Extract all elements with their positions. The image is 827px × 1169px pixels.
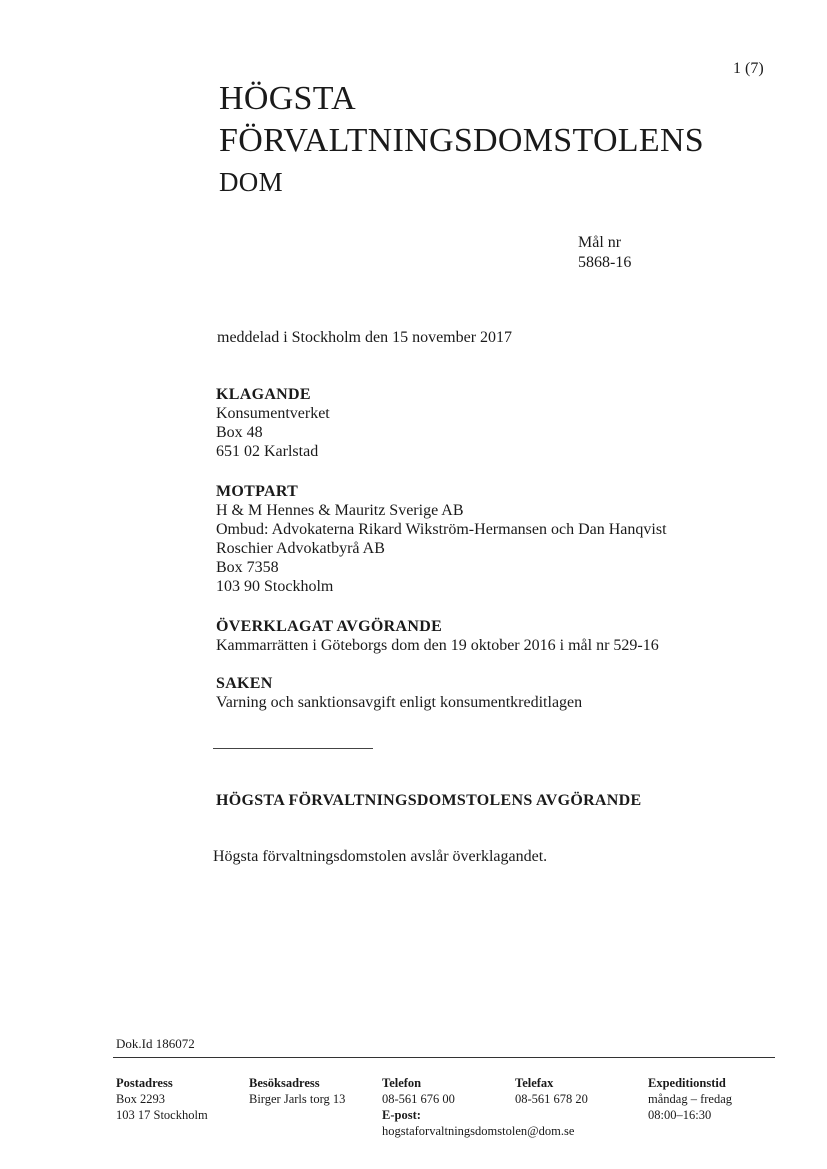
footer-expeditionstid (648, 1075, 732, 1123)
klagande-section (216, 385, 330, 461)
case-number-label: Mål nr (578, 234, 622, 251)
case-number-block (578, 233, 631, 273)
page-number: 1 (7) (733, 60, 764, 77)
klagande-line: Box 48 (216, 424, 263, 441)
footer-besoksadress-heading: Besöksadress (249, 1076, 320, 1090)
footer-postadress-heading: Postadress (116, 1076, 173, 1090)
footer-telefax-heading: Telefax (515, 1076, 554, 1090)
section-divider (213, 748, 373, 749)
footer-postadress (116, 1075, 208, 1123)
overklagat-section (216, 617, 659, 655)
footer-besoksadress-line: Birger Jarls torg 13 (249, 1092, 346, 1106)
saken-heading: SAKEN (216, 675, 273, 692)
decision-text: Högsta förvaltningsdomstolen avslår överklagandet. (213, 848, 548, 865)
title-line-2: FÖRVALTNINGSDOMSTOLENS (219, 122, 705, 159)
title-line-3: DOM (219, 167, 283, 197)
footer-besoksadress (249, 1075, 345, 1107)
saken-section (216, 674, 582, 712)
motpart-line: Roschier Advokatbyrå AB (216, 540, 385, 557)
footer-telefax (515, 1075, 588, 1107)
motpart-section (216, 482, 667, 596)
footer-expeditionstid-line: 08:00–16:30 (648, 1108, 712, 1122)
saken-line: Varning och sanktionsavgift enligt konsumentkreditlagen (216, 694, 583, 711)
motpart-line: Ombud: Advokaterna Rikard Wikström-Hermansen och Dan Hanqvist (216, 521, 667, 538)
document-id: Dok.Id 186072 (116, 1036, 195, 1051)
footer-telefax-number: 08-561 678 20 (515, 1092, 588, 1106)
motpart-line: H & M Hennes & Mauritz Sverige AB (216, 502, 464, 519)
motpart-line: Box 7358 (216, 559, 279, 576)
footer-postadress-line: Box 2293 (116, 1092, 165, 1106)
footer-postadress-line: 103 17 Stockholm (116, 1108, 208, 1122)
title-line-1: HÖGSTA (219, 80, 356, 117)
footer-expeditionstid-line: måndag – fredag (648, 1092, 732, 1106)
footer-divider (113, 1057, 775, 1058)
motpart-heading: MOTPART (216, 483, 299, 500)
klagande-heading: KLAGANDE (216, 386, 311, 403)
footer-telefon-heading: Telefon (382, 1076, 422, 1090)
decision-heading: HÖGSTA FÖRVALTNINGSDOMSTOLENS AVGÖRANDE (216, 792, 642, 809)
communicated-line: meddelad i Stockholm den 15 november 2017 (217, 329, 513, 346)
klagande-line: Konsumentverket (216, 405, 330, 422)
footer-telefon-number: 08-561 676 00 (382, 1092, 455, 1106)
overklagat-heading: ÖVERKLAGAT AVGÖRANDE (216, 618, 443, 635)
klagande-line: 651 02 Karlstad (216, 443, 319, 460)
overklagat-line: Kammarrätten i Göteborgs dom den 19 oktober 2016 i mål nr 529-16 (216, 637, 659, 654)
case-number: 5868-16 (578, 254, 632, 271)
footer-expeditionstid-heading: Expeditionstid (648, 1076, 726, 1090)
footer-email-label: E-post: (382, 1108, 421, 1122)
footer-email-link[interactable]: hogstaforvaltningsdomstolen@dom.se (382, 1124, 575, 1138)
motpart-line: 103 90 Stockholm (216, 578, 334, 595)
document-title (219, 78, 704, 202)
